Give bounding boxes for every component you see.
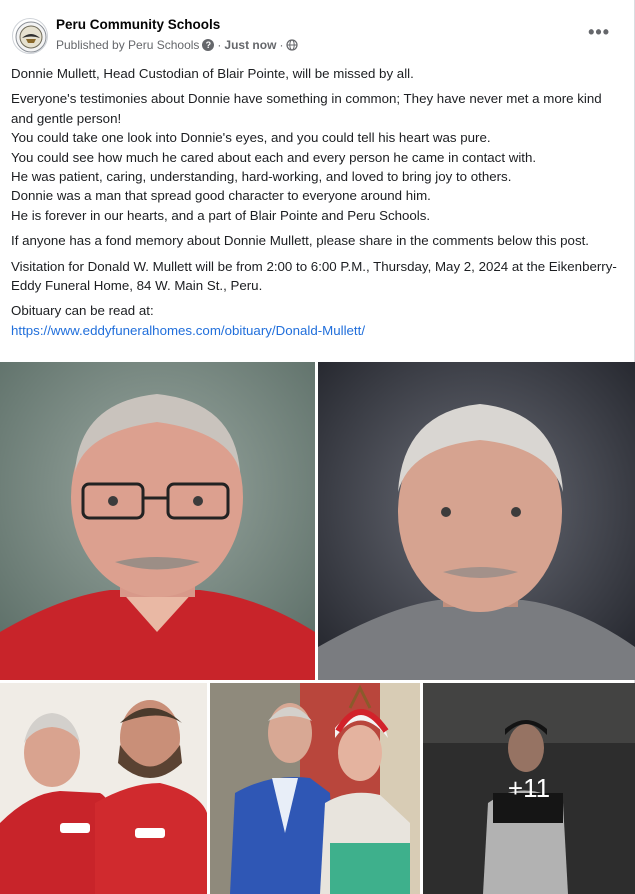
page-avatar[interactable] [12, 18, 48, 54]
published-by: Published by Peru Schools [56, 38, 200, 52]
photo-1[interactable] [0, 362, 315, 680]
paragraph-testimonies [11, 89, 623, 225]
more-options-icon[interactable]: ••• [588, 22, 610, 42]
photo-2[interactable] [318, 362, 635, 680]
testimony-line: Donnie was a man that spread good character to everyone around him. [11, 188, 431, 204]
paragraph-obituary [11, 301, 623, 340]
meta-separator: · [217, 38, 222, 52]
globe-icon[interactable] [286, 39, 298, 51]
portrait-photo [0, 362, 315, 680]
obituary-link[interactable]: https://www.eddyfuneralhomes.com/obituary/Donald-Mullett/ [11, 322, 366, 338]
photo-3[interactable] [0, 683, 207, 894]
paragraph-intro: Donnie Mullett, Head Custodian of Blair Pointe, will be missed by all. [11, 66, 414, 81]
group-photo [0, 683, 207, 894]
post-header [12, 14, 622, 58]
portrait-photo [318, 362, 635, 680]
testimony-line: He was patient, caring, understanding, hard-working, and loved to bring joy to others. [11, 169, 512, 185]
paragraph-visitation: Visitation for Donald W. Mullett will be from 2:00 to 6:00 P.M., Thursday, May 2, 2024 at the Eikenberry-Eddy Funeral Home, 84 W. Main St., Peru. [11, 258, 617, 294]
testimony-line: Everyone's testimonies about Donnie have something in common; They have never met a more kind and gentle person! [11, 91, 602, 126]
more-photos-overlay[interactable]: +11 [423, 683, 635, 894]
photo-5[interactable] [423, 683, 635, 894]
paragraph-share: If anyone has a fond memory about Donnie Mullett, please share in the comments below this post. [11, 233, 589, 249]
holiday-photo [210, 683, 420, 894]
obituary-label: Obituary can be read at: [11, 303, 154, 319]
post-body [11, 64, 623, 346]
question-icon[interactable]: ? [202, 39, 214, 51]
testimony-line: You could take one look into Donnie's eyes, and you could tell his heart was pure. [11, 130, 491, 146]
post-meta [56, 38, 298, 52]
page-name[interactable]: Peru Community Schools [56, 17, 221, 32]
photo-4[interactable] [210, 683, 420, 894]
photo-grid [0, 362, 635, 894]
testimony-line: He is forever in our hearts, and a part of Blair Pointe and Peru Schools. [11, 207, 431, 223]
post-time[interactable]: Just now [224, 38, 277, 52]
meta-separator-2: · [279, 38, 284, 52]
school-logo-icon [13, 19, 48, 54]
testimony-line: You could see how much he cared about each and every person he came in contact with. [11, 149, 537, 165]
